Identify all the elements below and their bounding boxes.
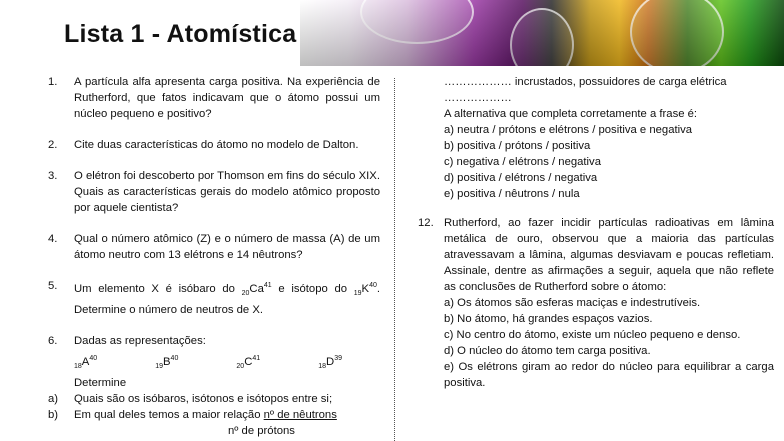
question-number: 12. — [418, 217, 434, 229]
item-text: Quais são os isóbaros, isótonos e isótopos entre si; — [74, 393, 333, 406]
q5-text-part: Um elemento X é isóbaro do — [74, 282, 242, 295]
item-text — [74, 407, 337, 423]
isotope-c — [236, 351, 260, 375]
calcium-symbol: Ca — [249, 282, 264, 295]
flask-decoration — [630, 0, 724, 66]
potassium-mass-number: 40 — [369, 282, 377, 289]
fraction-denominator: nº de prótons — [228, 425, 295, 438]
header-banner-image — [300, 0, 784, 66]
isotope-representations — [74, 351, 342, 375]
question-5 — [48, 278, 380, 318]
option-a: a) Os átomos são esferas maciças e indestrutíveis. — [444, 297, 701, 309]
q11-prompt: A alternativa que completa corretamente a frase é: — [444, 108, 698, 120]
question-6 — [48, 333, 380, 439]
question-text — [444, 215, 774, 391]
option-a: a) neutra / prótons e elétrons / positiva e negativa — [444, 124, 693, 136]
column-divider — [394, 78, 395, 441]
isotope-a — [74, 351, 97, 375]
question-number: 3. — [48, 170, 58, 182]
left-column — [48, 74, 380, 439]
option-e: e) Os elétrons giram ao redor do núcleo para equilibrar a carga positiva. — [444, 361, 774, 389]
mass-number: 41 — [252, 355, 261, 363]
calcium-atomic-number: 20 — [241, 290, 250, 298]
mass-number: 39 — [334, 355, 342, 363]
option-b: b) positiva / prótons / positiva — [444, 140, 591, 152]
element-symbol: B — [163, 355, 171, 368]
question-number: 6. — [48, 335, 58, 348]
item-label: a) — [48, 393, 59, 406]
atomic-number: 18 — [74, 363, 82, 371]
mass-number: 40 — [170, 355, 179, 363]
mass-number: 40 — [89, 355, 98, 363]
q11-text-line: ……………… incrustados, possuidores de carga elétrica — [444, 76, 727, 88]
question-11-continued — [444, 74, 774, 202]
element-symbol: C — [244, 355, 253, 368]
option-c: c) No centro do átomo, existe um núcleo pequeno e denso. — [444, 329, 741, 341]
question-number: 1. — [48, 76, 58, 88]
flask-decoration — [510, 8, 574, 66]
question-number: 5. — [48, 280, 58, 292]
question-3 — [48, 168, 380, 216]
q11-text-line: ……………… — [444, 92, 512, 104]
option-b: b) No átomo, há grandes espaços vazios. — [444, 313, 653, 325]
fraction-numerator: nº de nêutrons — [263, 409, 337, 422]
element-symbol: A — [81, 355, 90, 368]
question-4 — [48, 231, 380, 263]
question-number: 4. — [48, 233, 58, 245]
option-c: c) negativa / elétrons / negativa — [444, 156, 601, 168]
question-text: Dadas as representações: — [74, 335, 206, 348]
q6-determine-row — [48, 375, 380, 391]
option-e: e) positiva / nêutrons / nula — [444, 188, 580, 200]
q5-text-part: e isótopo do — [271, 282, 354, 295]
q6-item-b — [48, 407, 380, 423]
element-symbol: D — [326, 355, 335, 368]
potassium-symbol: K — [361, 282, 370, 295]
q12-statement: Rutherford, ao fazer incidir partículas radioativas em lâmina metálica de ouro, observou que a maioria das partículas atravessavam a lâmina, algumas desviavam e poucas refletiam. Assinale, dentre as afirmações a seguir, aquela que não reflete as conclusões de Rutherford sobre o átomo: — [444, 217, 774, 293]
question-text: Cite duas características do átomo no modelo de Dalton. — [74, 139, 359, 151]
q5-text-part: . Determine o número de neutros de X. — [74, 282, 380, 317]
question-text: A partícula alfa apresenta carga positiva. Na experiência de Rutherford, que fatos indicavam que o átomo possui um núcleo pequeno e positivo? — [74, 76, 380, 120]
question-12 — [418, 215, 774, 391]
q6-intro-row — [48, 333, 380, 349]
q6-item-a — [48, 391, 380, 407]
determine-label: Determine — [74, 377, 127, 390]
question-2 — [48, 137, 380, 153]
question-text: Qual o número atômico (Z) e o número de massa (A) de um átomo neutro com 13 elétrons e 14 nêutrons? — [74, 233, 380, 261]
question-text: O elétron foi descoberto por Thomson em fins do século XIX. Quais as características gerais do modelo atômico proposto por aquele cientista? — [74, 170, 380, 214]
atomic-number: 18 — [318, 363, 327, 371]
calcium-mass-number: 41 — [263, 282, 272, 289]
page-title: Lista 1 - Atomística — [64, 20, 297, 48]
flask-decoration — [360, 0, 474, 44]
isotope-d — [318, 351, 342, 375]
atomic-number: 19 — [155, 363, 163, 371]
atomic-number: 20 — [236, 363, 245, 371]
isotope-b — [155, 351, 178, 375]
spacer — [48, 375, 74, 391]
item-label: b) — [48, 409, 59, 422]
option-d: d) positiva / elétrons / negativa — [444, 172, 598, 184]
question-number: 2. — [48, 139, 58, 151]
question-text — [74, 278, 380, 318]
item-text-part: Em qual deles temos a maior relação — [74, 409, 264, 422]
potassium-atomic-number: 19 — [353, 290, 362, 298]
question-1 — [48, 74, 380, 122]
option-d: d) O núcleo do átomo tem carga positiva. — [444, 345, 651, 357]
right-column — [418, 74, 774, 406]
